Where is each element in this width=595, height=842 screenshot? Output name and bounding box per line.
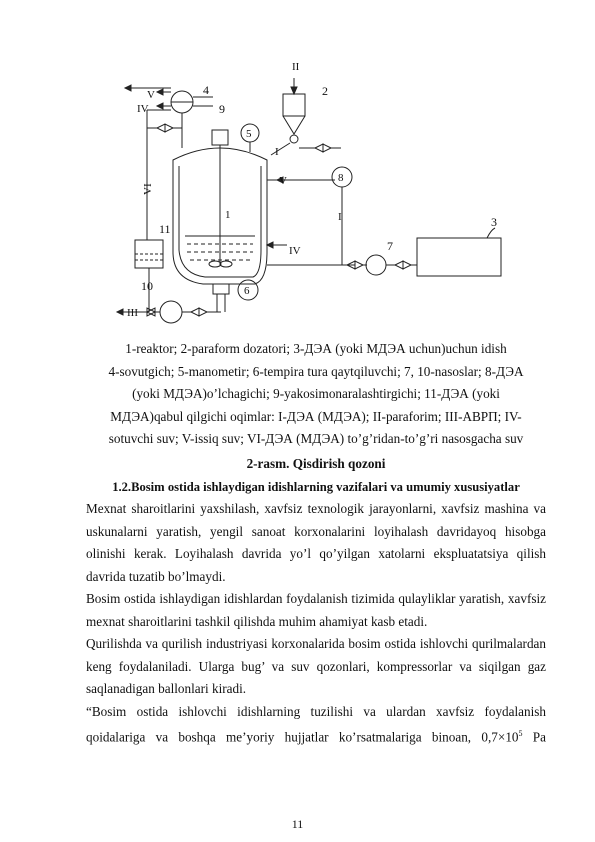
component-number-7: 7 — [387, 239, 393, 253]
caption-line: МДЭА)qabul qilgichi oqimlar: I-ДЭА (МДЭА); II-paraforim; III-АВРП; IV- — [110, 408, 522, 424]
caption-line: sotuvchi suv; V-issiq suv; VI-ДЭА (МДЭА) to’g’ridan-to’g’ri nasosgacha suv — [108, 431, 524, 446]
component-number-8: 8 — [338, 172, 344, 184]
component-number-9: 9 — [219, 102, 225, 116]
caption-line: (yoki МДЭА)o’lchagichi; 9-yakosimonaralashtirgichi; 11-ДЭА (yoki — [132, 386, 500, 401]
caption-line: 4-sovutgich; 5-manometir; 6-tempira tura qaytqiluvchi; 7, 10-nasoslar; 8-ДЭА — [108, 363, 524, 379]
stream-label-IV: IV — [137, 103, 149, 115]
section-body — [86, 498, 546, 749]
paragraph-last — [86, 701, 546, 749]
component-number-10: 10 — [141, 279, 153, 293]
stream-label-I: I — [275, 146, 279, 158]
component-number-2: 2 — [322, 84, 328, 98]
component-number-4: 4 — [203, 83, 209, 97]
stream-label-V-mid: V — [279, 175, 287, 187]
page-number: 11 — [291, 817, 304, 831]
component-number-5: 5 — [246, 128, 252, 140]
paragraph: Mexnat sharoitlarini yaxshilash, xavfsiz texnologik jarayonlarni, xavfsiz mashina va uskunalarni yaratish, yengil sanoat korxonalarini loyihalash davridayoq hisobga olinishi kerak. Loyihalash davrida yo’l qo’yilgan xatolarni ekspluatatsiya qilish davrida tuzatib bo’lmaydi. — [86, 501, 546, 584]
figure-caption — [86, 338, 546, 451]
last-paragraph-text: “Bosim ostida ishlovchi idishlarning tuzilishi va ulardan xavfsiz foydalanish qoidalariga va boshqa me’yoriy hujjatlar ko’rsatmalariga binoan, 0,7×10 — [86, 703, 546, 745]
reactor-diagram — [95, 40, 515, 335]
caption-line: 1-reaktor; 2-paraform dozatori; 3-ДЭА (yoki МДЭА uchun)uchun idish — [125, 341, 507, 356]
stream-label-I-pipe: I — [338, 211, 342, 223]
exponent: 5 — [518, 729, 523, 738]
component-number-1: 1 — [225, 209, 231, 221]
stream-label-VI: VI — [142, 183, 154, 195]
stream-label-V: V — [147, 89, 155, 101]
component-number-3: 3 — [491, 215, 497, 229]
paragraph: Qurilishda va qurilish industriyasi korxonalarida bosim ostida ishlovchi qurilmalardan keng foydalaniladi. Ularga bug’ va suv qozonlari, kompressorlar va siqilgan gaz saqlanadigan ballonlari kiradi. — [86, 636, 546, 696]
unit-text: Pa — [522, 729, 546, 745]
component-number-11: 11 — [159, 222, 171, 236]
stream-label-II: II — [292, 61, 300, 73]
section-heading: 1.2.Bosim ostida ishlaydigan idishlarning vazifalari va umumiy xususiyatlar — [112, 480, 520, 494]
stream-label-III: III — [127, 307, 138, 319]
stream-label-IV-mid: IV — [289, 245, 301, 257]
component-number-6: 6 — [244, 285, 250, 297]
paragraph: Bosim ostida ishlaydigan idishlardan foydalanish tizimida qulayliklar yaratish, xavfsiz mexnat sharoitlarini tashkil qilishda muhim ahamiyat kasb etadi. — [86, 591, 546, 629]
figure-title: 2-rasm. Qisdirish qozoni — [246, 456, 386, 471]
